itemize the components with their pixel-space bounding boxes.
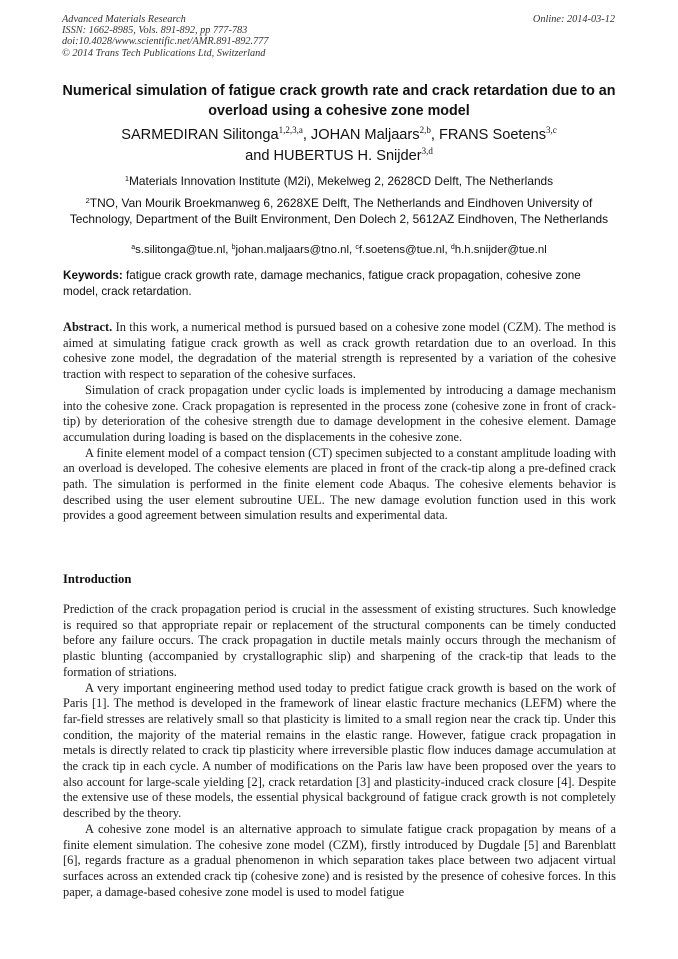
author-affil-marker: 1,2,3,a <box>278 125 303 135</box>
email-address[interactable]: s.silitonga@tue.nl <box>135 244 226 256</box>
journal-header <box>62 14 269 59</box>
email-separator: , <box>225 244 232 256</box>
email-address[interactable]: johan.maljaars@tno.nl <box>235 244 350 256</box>
abstract-paragraph: A finite element model of a compact tension (CT) specimen subjected to a constant amplitude loading with an overload is developed. The cohesive elements are placed in front of the crack-tip along a pre-defined crack path. The simulation is performed in the finite element code Abaqus. The cohesive elements behavior is described using the user element subroutine UEL. The new damage evolution function used in this work provides a good agreement between simulation results and experimental data. <box>63 445 616 523</box>
author-name: FRANS Soetens <box>438 127 547 143</box>
author-name: JOHAN Maljaars <box>310 127 420 143</box>
section-heading-introduction: Introduction <box>63 572 132 586</box>
author-name: and HUBERTUS H. Snijder <box>245 148 422 164</box>
author-list <box>40 125 638 167</box>
journal-name: Advanced Materials Research <box>62 14 186 25</box>
author-separator: , <box>302 127 311 143</box>
email-address[interactable]: f.soetens@tue.nl <box>358 244 445 256</box>
keywords-text: fatigue crack growth rate, damage mechanics, fatigue crack propagation, cohesive zone model, crack retardation. <box>63 269 581 298</box>
affiliation-marker: 1 <box>124 174 130 183</box>
affiliation-1 <box>62 174 616 190</box>
author-affil-marker: 3,d <box>421 146 433 156</box>
abstract <box>63 320 616 524</box>
email-marker: d <box>450 244 455 251</box>
intro-paragraph: Prediction of the crack propagation period is crucial in the assessment of existing structures. Such knowledge is required so that appropriate repair or replacement of the structural components can be timely conducted before any failure occurs. The crack propagation in ductile metals mainly occurs through the mechanism of plastic blunting (accompanied by crystallographic slip) and sharpening of the crack-tip that leads to the formation of striations. <box>63 602 616 679</box>
affiliation-text: TNO, Van Mourik Broekmanweg 6, 2628XE Delft, The Netherlands and Eindhoven University of Technology, Department of the Built Environment, Den Dolech 2, 5612AZ Eindhoven, The Netherlands <box>69 196 609 226</box>
abstract-paragraph: Simulation of crack propagation under cyclic loads is implemented by introducing a damage mechanism into the cohesive zone. Crack propagation is represented in the process zone (cohesive zone in front of crack-tip) by deterioration of the cohesive strength due to damage development in the cohesive element. Damage accumulation during loading is based on the displacements in the cohesive zone. <box>63 382 616 444</box>
keywords <box>63 268 616 299</box>
email-marker: b <box>231 244 236 251</box>
introduction-body <box>63 602 616 900</box>
affiliation-text: Materials Innovation Institute (M2i), Mekelweg 2, 2628CD Delft, The Netherlands <box>129 174 554 188</box>
email-address[interactable]: h.h.snijder@tue.nl <box>454 244 547 256</box>
author-affil-marker: 2,b <box>419 125 431 135</box>
copyright-line: © 2014 Trans Tech Publications Ltd, Switzerland <box>62 47 266 59</box>
paper-title: Numerical simulation of fatigue crack growth rate and crack retardation due to an overload using a cohesive zone model <box>62 83 616 119</box>
online-date: Online: 2014-03-12 <box>532 14 615 25</box>
affiliation-2 <box>62 196 616 228</box>
author-emails <box>62 243 616 258</box>
email-separator: , <box>349 244 356 256</box>
keywords-label: Keywords: <box>63 269 123 282</box>
author-separator: , <box>430 127 439 143</box>
author-affil-marker: 3,c <box>546 125 557 135</box>
intro-paragraph: A cohesive zone model is an alternative approach to simulate fatigue crack propagation by means of a finite element simulation. The cohesive zone model (CZM), firstly introduced by Dugdale [5] and Barenblatt [6], regards fracture as a gradual phenomenon in which separation takes place between two adjacent virtual surfaces across an extended crack tip (cohesive zone) and is resisted by the presence of cohesive forces. In this paper, a damage-based cohesive zone model is used to model fatigue <box>63 821 616 899</box>
author-name: SARMEDIRAN Silitonga <box>121 127 279 143</box>
email-marker: a <box>131 244 136 251</box>
doi-line: doi:10.4028/www.scientific.net/AMR.891-892.777 <box>62 36 269 48</box>
email-marker: c <box>355 244 359 251</box>
intro-paragraph: A very important engineering method used today to predict fatigue crack growth is based on the work of Paris [1]. The method is developed in the framework of linear elastic fracture mechanics (LEFM) where the far-field stresses are relatively small so that plasticity is limited to a small region near the crack tip. Under this condition, the majority of the material remains in the elastic range. However, fatigue crack propagation in metals is directly related to crack tip plasticity where irreversible plastic flow induces damage accumulation at the crack tip in each cycle. A number of modifications on the Paris law have been proposed over the years to also account for large-scale yielding [2], crack retardation [3] and plasticity-induced crack closure [4]. Despite the extensive use of these models, the essential physical background of fatigue crack growth is not completely described by the theory. <box>63 680 616 821</box>
email-separator: , <box>444 244 451 256</box>
abstract-paragraph-text: In this work, a numerical method is pursued based on a cohesive zone model (CZM). The method is aimed at simulating fatigue crack growth as well as crack growth retardation due to an overload. In this cohesive zone model, the degradation of the material strength is represented by a variation of the cohesive traction with respect to separation of the cohesive surfaces. <box>63 320 616 382</box>
affiliation-marker: 2 <box>85 196 90 205</box>
abstract-label: Abstract. <box>63 320 113 334</box>
abstract-paragraph <box>63 320 616 383</box>
issn-line: ISSN: 1662-8985, Vols. 891-892, pp 777-783 <box>62 25 248 37</box>
